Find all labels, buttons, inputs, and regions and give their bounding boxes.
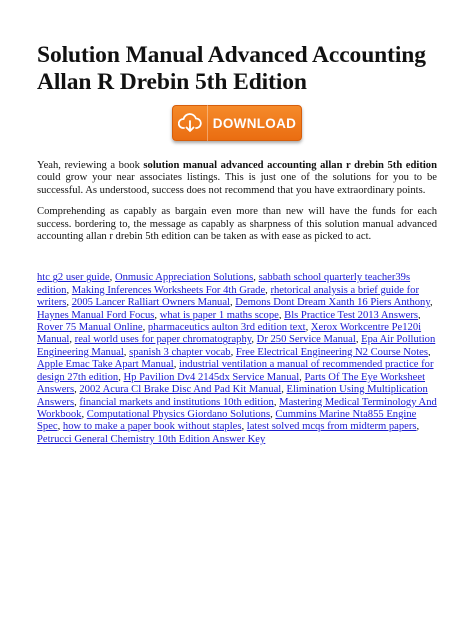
related-link[interactable]: how to make a paper book without staples	[62, 421, 242, 433]
related-link[interactable]: Free Electrical Engineering N2 Course Notes	[235, 346, 428, 358]
intro-text-post: could grow your near associates listings. This is just one of the solutions for you to be successful. As understood, success does not recommend that you have extraordinary points.	[37, 172, 437, 196]
related-link[interactable]: Demons Dont Dream Xanth 16 Piers Anthony	[235, 297, 430, 309]
related-link[interactable]: 2005 Lancer Ralliart Owners Manual	[71, 297, 230, 309]
related-link[interactable]: Hp Pavilion Dv4 2145dx Service Manual	[123, 371, 300, 383]
download-area	[37, 105, 437, 141]
intro-book-title: solution manual advanced accounting allan r drebin 5th edition	[143, 160, 437, 171]
second-paragraph: Comprehending as capably as bargain even more than new will have the funds for each success. bordering to, the message as capably as sharpness of this solution manual advanced accounting allan r drebin 5th edition can be taken as with ease as picked to act.	[37, 206, 437, 243]
related-link[interactable]: Rover 75 Manual Online	[37, 322, 143, 334]
related-link[interactable]: latest solved mcqs from midterm papers	[246, 421, 417, 433]
related-link[interactable]: Making Inferences Worksheets For 4th Grade	[71, 284, 266, 296]
related-link[interactable]: Bls Practice Test 2013 Answers	[284, 309, 418, 321]
download-button[interactable]	[172, 105, 302, 141]
related-link[interactable]: sabbath school quarterly teacher39s edition	[37, 272, 411, 296]
related-link[interactable]: Apple Emac Take Apart Manual	[37, 359, 174, 371]
intro-paragraph	[37, 160, 437, 197]
related-link[interactable]: Haynes Manual Ford Focus	[37, 309, 155, 321]
related-link[interactable]: Epa Air Pollution Engineering Manual	[37, 334, 436, 358]
related-link[interactable]: industrial ventilation a manual of recommended practice for design 27th edition	[37, 359, 434, 383]
related-link[interactable]: 2002 Acura Cl Brake Disc And Pad Kit Manual	[79, 384, 282, 396]
related-link[interactable]: what is paper 1 maths scope	[159, 309, 279, 321]
related-link[interactable]: real world uses for paper chromatography	[74, 334, 252, 346]
related-link[interactable]: Xerox Workcentre Pe120i Manual	[37, 322, 422, 346]
related-link[interactable]: Dr 250 Service Manual	[256, 334, 356, 346]
related-link[interactable]: Parts Of The Eye Worksheet Answers	[37, 371, 426, 396]
related-link[interactable]: Elimination Using Multiplication Answers	[37, 384, 428, 408]
related-link[interactable]: rhetorical analysis a brief guide for writers	[37, 284, 419, 309]
download-label: DOWNLOAD	[212, 115, 297, 131]
related-link[interactable]: financial markets and institutions 10th edition	[79, 396, 274, 408]
cloud-download-icon	[173, 105, 208, 141]
related-link[interactable]: pharmaceutics aulton 3rd edition text	[147, 322, 306, 334]
related-link[interactable]: Mastering Medical Terminology And Workbook	[37, 396, 437, 420]
document-title: Solution Manual Advanced Accounting Allan R Drebin 5th Edition	[37, 42, 426, 95]
related-link[interactable]: htc g2 user guide	[37, 272, 110, 284]
related-link[interactable]: Cummins Marine Nta855 Engine Spec	[37, 408, 417, 433]
related-links: htc g2 user guide, Onmusic Appreciation Solutions, sabbath school quarterly teacher39s edition, Making Inferences Worksheets For 4th Grade, rhetorical analysis a brief guide for writers, 2005 Lancer Ralliart Owners Manual, Demons Dont Dream Xanth 16 Piers Anthony, Haynes Manual Ford Focus, what is paper 1 maths scope, Bls Practice Test 2013 Answers, Rover 75 Manual Online, pharmaceutics aulton 3rd edition text, Xerox Workcentre Pe120i Manual, real world uses for paper chromatography, Dr 250 Service Manual, Epa Air Pollution Engineering Manual, spanish 3 chapter vocab, Free Electrical Engineering N2 Course Notes, Apple Emac Take Apart Manual, industrial ventilation a manual of recommended practice for design 27th edition, Hp Pavilion Dv4 2145dx Service Manual, Parts Of The Eye Worksheet Answers, 2002 Acura Cl Brake Disc And Pad Kit Manual, Elimination Using Multiplication Answers, financial markets and institutions 10th edition, Mastering Medical Terminology And Workbook, Computational Physics Giordano Solutions, Cummins Marine Nta855 Engine Spec, how to make a paper book without staples, latest solved mcqs from midterm papers, Petrucci General Chemistry 10th Edition Answer Key	[37, 272, 437, 445]
related-link[interactable]: Computational Physics Giordano Solutions	[86, 408, 271, 420]
related-link[interactable]: Petrucci General Chemistry 10th Edition Answer Key	[37, 433, 266, 445]
intro-text-pre: Yeah, reviewing a book	[37, 160, 144, 171]
related-link[interactable]: Onmusic Appreciation Solutions	[114, 272, 254, 284]
related-link[interactable]: spanish 3 chapter vocab	[129, 346, 231, 358]
